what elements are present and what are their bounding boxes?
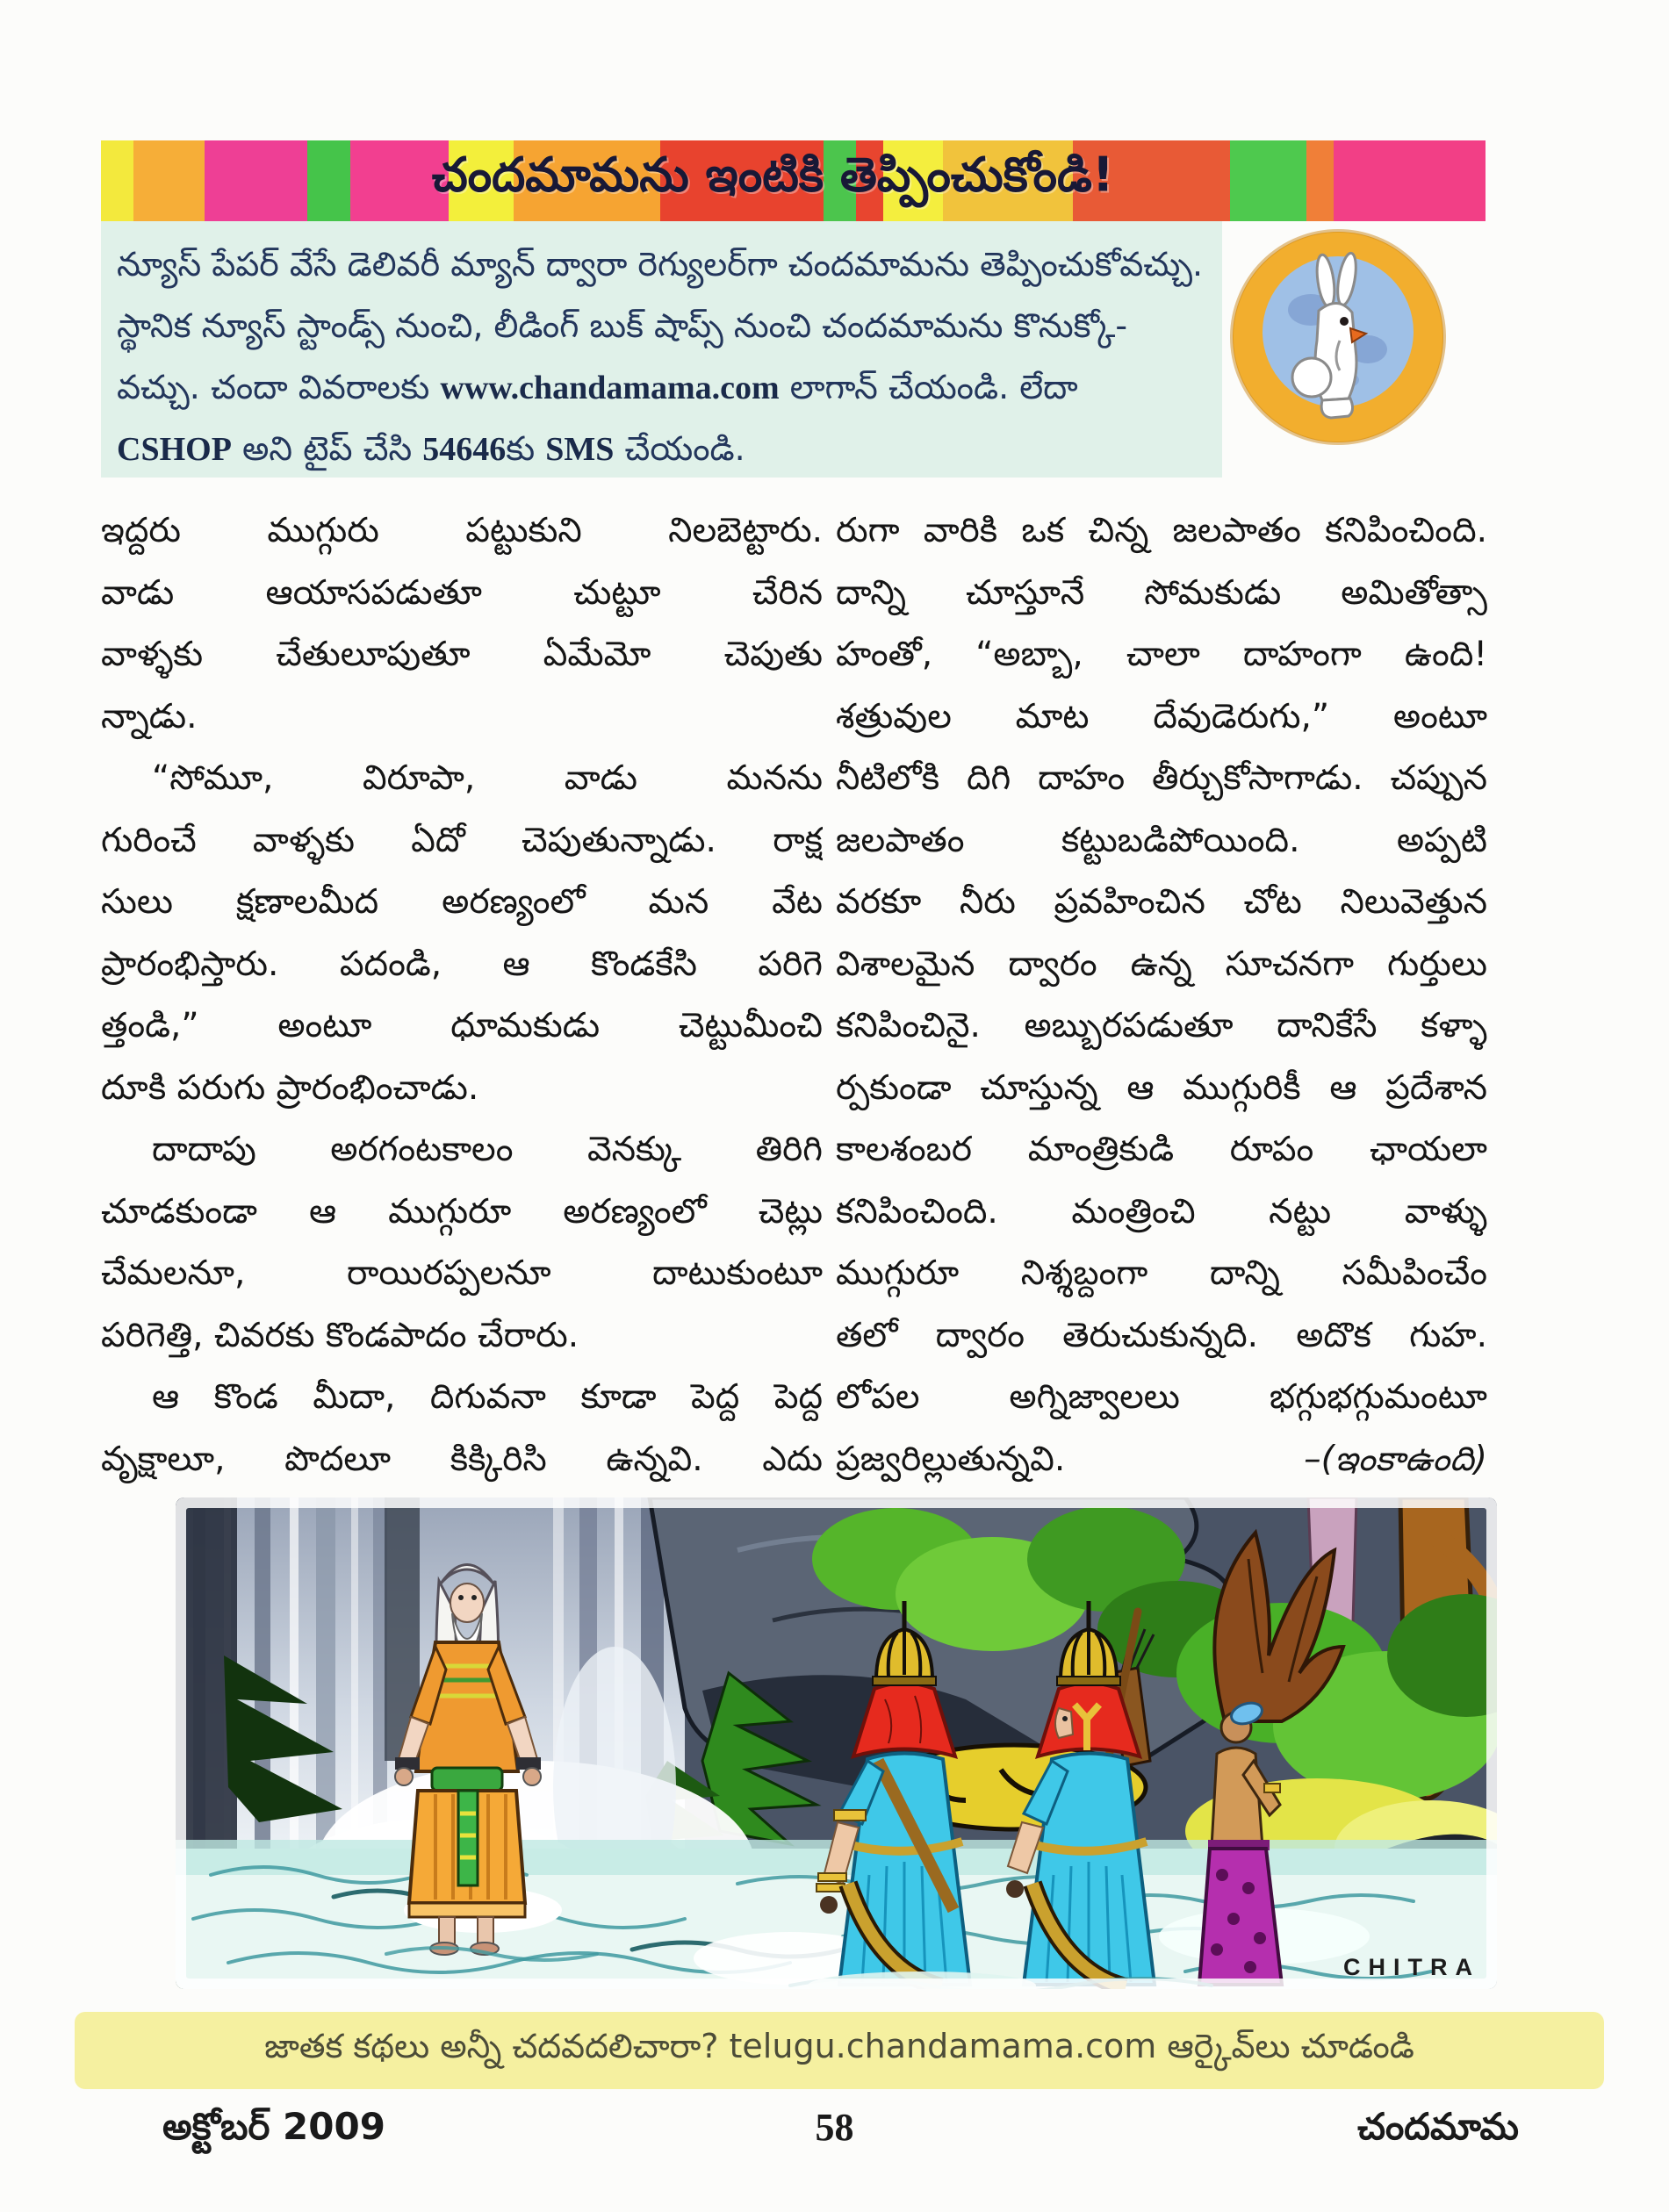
to-be-continued: –(ఇంకాఉంది) <box>1304 1439 1487 1479</box>
footer-magazine: చందమామ <box>1357 2105 1519 2148</box>
banner-stripe <box>1306 140 1334 221</box>
waterfall-scene-illustration <box>176 1497 1497 1989</box>
story-line: ర్పకుండా చూస్తున్న ఆ ముగ్గురికీ ఆ ప్రదేశాన <box>836 1067 1487 1108</box>
story-line: ప్రారంభిస్తారు. పదండి, ఆ కొండకేసి పరిగె <box>101 944 823 984</box>
ad-line <box>117 418 1222 479</box>
page-footer <box>0 2105 1669 2158</box>
ad-text: లాగాన్ చేయండి. లేదా <box>779 368 1078 406</box>
ad-text: అని టైప్ చేసి <box>231 429 423 468</box>
footer-page-number: 58 <box>815 2106 854 2149</box>
rabbit-moon-icon <box>1227 226 1449 448</box>
story-line: ఆ కొండ మీదా, దిగువనా కూడా పెద్ద పెద్ద <box>152 1377 823 1417</box>
story-line: న్నాడు. <box>101 696 198 736</box>
chandamama-logo <box>1227 226 1449 448</box>
story-line: చూడకుండా ఆ ముగ్గురూ అరణ్యంలో చెట్లు <box>101 1191 823 1232</box>
artist-signature: CHITRA <box>1343 1954 1480 1980</box>
story-line: నీటిలోకి దిగి దాహం తీర్చుకోసాగాడు. చప్పున <box>836 758 1487 798</box>
story-line: వాడు ఆయాసపడుతూ చుట్టూ చేరిన <box>101 572 823 613</box>
story-line: కనిపించింది. మంత్రించి నట్టు వాళ్ళు <box>836 1191 1487 1232</box>
banner-title: చందమామను ఇంటికి తెప్పించుకోండి! <box>431 147 1114 203</box>
story-line: ఇద్దరు ముగ్గురు పట్టుకుని నిలబెట్టారు. <box>101 511 823 550</box>
story-line: జలపాతం కట్టుబడిపోయింది. అప్పటి <box>836 820 1487 860</box>
story-line: దాన్ని చూస్తూనే సోమకుడు అమితోత్సా <box>836 572 1487 613</box>
sms-number: 54646 <box>422 431 507 468</box>
story-line: ముగ్గురూ నిశ్శబ్దంగా దాన్ని సమీపించేం <box>836 1253 1487 1293</box>
story-line: వృక్షాలూ, పొదలూ కిక్కిరిసి ఉన్నవి. ఎదు <box>101 1439 823 1479</box>
story-line: సులు క్షణాలమీద అరణ్యంలో మన వేట <box>101 882 823 922</box>
archive-bar <box>75 2012 1604 2089</box>
ad-line <box>117 356 1222 418</box>
story-illustration <box>176 1497 1497 1989</box>
ad-line: స్థానిక న్యూస్ స్టాండ్స్ నుంచి, లీడింగ్ బుక్ షాప్స్ నుంచి చందమామను కొనుక్కో- <box>117 306 1128 345</box>
sms-keyword: CSHOP <box>117 431 232 468</box>
subscription-ad <box>101 221 1222 478</box>
story-line: రుగా వారికి ఒక చిన్న జలపాతం కనిపించింది. <box>836 511 1487 550</box>
right-column <box>836 500 1487 1490</box>
story-line: చేమలనూ, రాయిరప్పలనూ దాటుకుంటూ <box>101 1253 823 1293</box>
story-line <box>836 1429 1487 1491</box>
story-line: పరిగెత్తి, చివరకు కొండపాదం చేరారు. <box>101 1315 579 1355</box>
story-line: హంతో, “అబ్బా, చాలా దాహంగా ఉంది! <box>836 635 1487 674</box>
left-column <box>101 500 823 1490</box>
story-line: లోపల అగ్నిజ్వాలలు భగ్గుభగ్గుమంటూ <box>836 1377 1487 1417</box>
story-line: దాదాపు అరగంటకాలం వెనక్కు తిరిగి <box>152 1130 823 1169</box>
banner-stripe <box>101 140 133 221</box>
footer-issue: అక్టోబర్ 2009 <box>162 2105 385 2148</box>
story-line: విశాలమైన ద్వారం ఉన్న సూచనగా గుర్తులు <box>836 944 1487 984</box>
website-url: www.chandamama.com <box>440 370 780 406</box>
sms-label: SMS <box>545 431 615 468</box>
archive-text: జాతక కథలు అన్నీ చదవదలిచారా? telugu.chandamama.com ఆర్కైవ్‌లు చూడండి <box>264 2027 1414 2065</box>
story-line: దూకి పరుగు ప్రారంభించాడు. <box>101 1067 479 1108</box>
banner-stripe <box>307 140 350 221</box>
ad-text: వచ్చు. చందా వివరాలకు <box>117 368 441 406</box>
story-closing: ప్రజ్వరిల్లుతున్నవి. <box>836 1439 1066 1479</box>
banner-stripe <box>1334 140 1486 221</box>
banner-stripe <box>133 140 204 221</box>
banner-stripe <box>205 140 308 221</box>
story-line: త్తండి,” అంటూ ధూమకుడు చెట్టుమీంచి <box>101 1006 823 1045</box>
story-line: తలో ద్వారం తెరుచుకున్నది. అదొక గుహ. <box>836 1315 1487 1355</box>
story-line: కాలశంబర మాంత్రికుడి రూపం ఛాయలా <box>836 1130 1487 1169</box>
story-line: శత్రువుల మాట దేవుడెరుగు,” అంటూ <box>836 696 1487 736</box>
story-line: కనిపించినై. అబ్బురపడుతూ దానికేసే కళ్ళా <box>836 1006 1487 1045</box>
ad-text: కు <box>506 429 546 468</box>
story-line: “సోమూ, విరూపా, వాడు మనను <box>152 758 823 798</box>
top-banner <box>101 140 1486 221</box>
ad-text: చేయండి. <box>614 429 745 468</box>
ad-line: న్యూస్ పేపర్ వేసే డెలివరీ మ్యాన్ ద్వారా రెగ్యులర్‌గా చందమామను తెప్పించుకోవచ్చు. <box>117 245 1204 284</box>
banner-stripe <box>1230 140 1306 221</box>
story-line: వాళ్ళకు చేతులూపుతూ ఏమేమో చెపుతు <box>101 635 823 674</box>
story-line: వరకూ నీరు ప్రవహించిన చోట నిలువెత్తున <box>836 882 1487 922</box>
story-line: గురించే వాళ్ళకు ఏదో చెపుతున్నాడు. రాక్ష <box>101 820 823 860</box>
